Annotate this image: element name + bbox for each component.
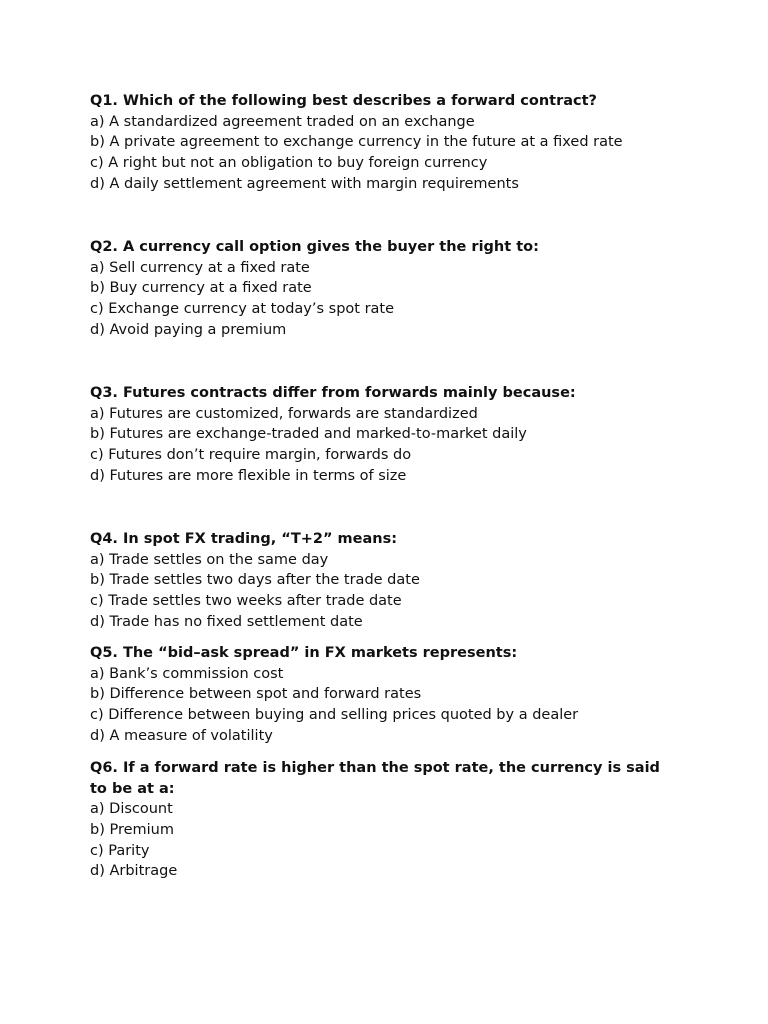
question-block-4 [90, 529, 670, 633]
option-b: b) Difference between spot and forward rates [90, 686, 422, 703]
question-text: Q6. If a forward rate is higher than the spot rate, the currency is said to be at a: [90, 760, 660, 797]
option-c: c) Difference between buying and selling prices quoted by a dealer [90, 707, 579, 724]
option-a: a) Trade settles on the same day [90, 551, 329, 568]
question-text: Q2. A currency call option gives the buyer the right to: [90, 239, 539, 255]
options-list [90, 112, 670, 195]
question-block-2 [90, 237, 670, 341]
options-list [90, 664, 670, 747]
question-block-3 [90, 383, 670, 487]
options-list [90, 258, 670, 341]
option-d: d) Trade has no fixed settlement date [90, 613, 363, 630]
option-a: a) Futures are customized, forwards are standardized [90, 405, 478, 422]
option-b: b) Trade settles two days after the trade date [90, 572, 420, 589]
option-d: d) A daily settlement agreement with margin requirements [90, 175, 519, 192]
option-d: d) A measure of volatility [90, 727, 273, 744]
option-b: b) A private agreement to exchange currency in the future at a fixed rate [90, 134, 623, 151]
option-d: d) Futures are more flexible in terms of size [90, 467, 407, 484]
question-text: Q1. Which of the following best describes a forward contract? [90, 93, 597, 109]
option-c: c) Trade settles two weeks after trade date [90, 593, 402, 610]
option-c: c) Futures don’t require margin, forwards do [90, 447, 412, 464]
question-block-5 [90, 643, 670, 747]
option-a: a) Sell currency at a fixed rate [90, 259, 310, 276]
option-a: a) Discount [90, 801, 173, 817]
option-c: c) Exchange currency at today’s spot rate [90, 301, 395, 318]
question-block-1 [90, 91, 670, 195]
option-b: b) Buy currency at a fixed rate [90, 280, 312, 297]
option-c: c) A right but not an obligation to buy foreign currency [90, 155, 488, 172]
option-c: c) Parity [90, 842, 150, 859]
question-text: Q4. In spot FX trading, “T+2” means: [90, 531, 398, 547]
question-text: Q5. The “bid–ask spread” in FX markets represents: [90, 645, 518, 661]
question-block-6 [90, 758, 670, 882]
question-text: Q3. Futures contracts differ from forwards mainly because: [90, 385, 576, 401]
option-d: d) Arbitrage [90, 863, 178, 880]
option-a: a) A standardized agreement traded on an exchange [90, 113, 475, 130]
option-a: a) Bank’s commission cost [90, 665, 284, 682]
options-list [90, 799, 670, 882]
option-d: d) Avoid paying a premium [90, 321, 287, 338]
options-list [90, 550, 670, 633]
option-b: b) Futures are exchange-traded and marked-to-market daily [90, 426, 527, 443]
options-list [90, 404, 670, 487]
option-b: b) Premium [90, 821, 174, 838]
